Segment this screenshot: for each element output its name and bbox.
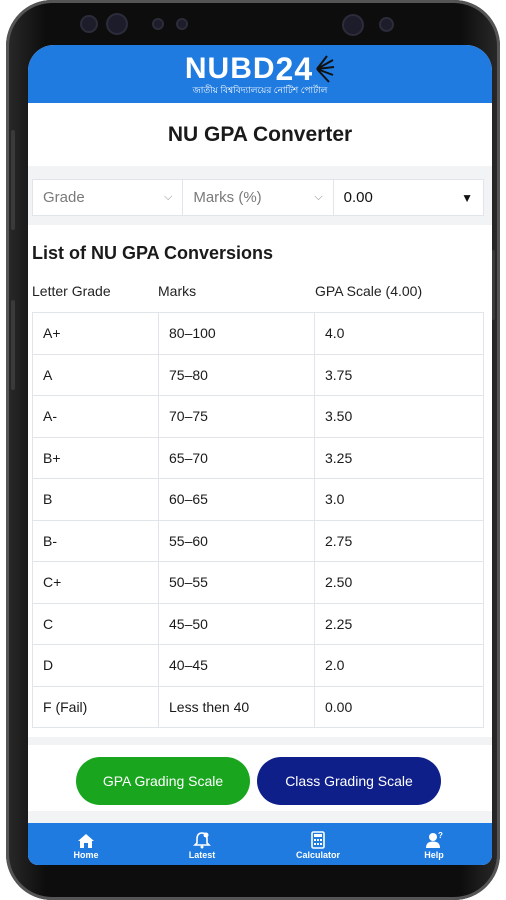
grade-select[interactable] <box>33 180 183 215</box>
nav-item-latest[interactable] <box>157 829 247 860</box>
cell-letter-grade: B- <box>33 520 159 562</box>
table-row <box>33 645 484 687</box>
cell-gpa: 3.75 <box>315 354 484 396</box>
table-row <box>33 686 484 728</box>
logo-number: 24 <box>275 50 314 87</box>
bottom-navigation <box>28 823 492 865</box>
conversion-list <box>28 225 492 737</box>
chevron-down-icon: ⌵ <box>314 191 323 203</box>
camera-bar <box>76 14 436 36</box>
calculator-icon <box>311 831 325 849</box>
cell-gpa: 4.0 <box>315 313 484 355</box>
cell-letter-grade: B <box>33 479 159 521</box>
list-title: List of NU GPA Conversions <box>32 243 274 263</box>
gpa-select-value: 0.00 <box>343 189 373 206</box>
cell-marks: 70–75 <box>159 396 315 438</box>
cell-marks: Less then 40 <box>159 686 315 728</box>
converter-selectors <box>32 179 484 216</box>
logo-tagline: জাতীয় বিশ্ববিদ্যালয়ের নোটিশ পোর্টাল <box>192 84 328 95</box>
gpa-select[interactable] <box>334 180 483 215</box>
cell-gpa: 3.0 <box>315 479 484 521</box>
cell-letter-grade: A <box>33 354 159 396</box>
cell-gpa: 2.25 <box>315 603 484 645</box>
burst-icon <box>315 54 335 84</box>
cell-letter-grade: B+ <box>33 437 159 479</box>
cell-letter-grade: A- <box>33 396 159 438</box>
sensor-icon <box>82 17 96 31</box>
grade-select-label: Grade <box>43 189 85 206</box>
logo-text: NUBD <box>184 51 276 85</box>
cell-letter-grade: A+ <box>33 313 159 355</box>
table-row <box>33 603 484 645</box>
sensor-dot-icon <box>154 20 162 28</box>
sensor-dot-icon <box>178 20 186 28</box>
cell-marks: 60–65 <box>159 479 315 521</box>
table-header <box>32 283 484 309</box>
svg-text:?: ? <box>438 830 443 840</box>
cell-gpa: 2.50 <box>315 562 484 604</box>
table-row <box>33 520 484 562</box>
cell-marks: 55–60 <box>159 520 315 562</box>
bell-icon <box>193 831 211 849</box>
cell-marks: 80–100 <box>159 313 315 355</box>
class-grading-scale-button[interactable]: Class Grading Scale <box>257 757 441 805</box>
title-area <box>28 103 492 166</box>
cell-marks: 40–45 <box>159 645 315 687</box>
page-title: NU GPA Converter <box>167 122 353 146</box>
help-icon <box>425 831 443 849</box>
nav-item-home[interactable] <box>41 829 131 860</box>
volume-button-lower <box>11 300 15 390</box>
cell-gpa: 3.50 <box>315 396 484 438</box>
cell-marks: 65–70 <box>159 437 315 479</box>
chevron-down-icon: ⌵ <box>163 191 173 203</box>
cell-marks: 45–50 <box>159 603 315 645</box>
table-row <box>33 354 484 396</box>
cell-marks: 50–55 <box>159 562 315 604</box>
volume-button <box>11 130 15 230</box>
column-header-grade: Letter Grade <box>32 283 111 299</box>
cell-letter-grade: F (Fail) <box>33 686 159 728</box>
nav-label: Help <box>424 849 444 860</box>
cell-marks: 75–80 <box>159 354 315 396</box>
cell-gpa: 2.0 <box>315 645 484 687</box>
column-header-gpa: GPA Scale (4.00) <box>315 283 423 299</box>
cell-letter-grade: C+ <box>33 562 159 604</box>
nav-label: Home <box>73 849 99 860</box>
cell-letter-grade: C <box>33 603 159 645</box>
nav-item-calculator[interactable] <box>273 829 363 860</box>
marks-select-label: Marks (%) <box>193 189 262 206</box>
nubd24-logo[interactable] <box>184 50 335 87</box>
nav-label: Latest <box>188 849 216 860</box>
app-header <box>28 45 492 103</box>
table-row <box>33 437 484 479</box>
table-row <box>33 313 484 355</box>
chevron-down-icon: ▼ <box>461 190 473 205</box>
gpa-grading-scale-button[interactable]: GPA Grading Scale <box>76 757 250 805</box>
camera-icon <box>108 15 126 33</box>
cell-letter-grade: D <box>33 645 159 687</box>
home-icon <box>77 833 95 849</box>
column-header-marks: Marks <box>158 283 197 299</box>
nav-label: Calculator <box>295 849 340 860</box>
app-screen <box>28 45 492 865</box>
front-camera-icon <box>344 16 362 34</box>
phone-frame <box>6 0 500 900</box>
cell-gpa: 0.00 <box>315 686 484 728</box>
table-row <box>33 562 484 604</box>
marks-select[interactable] <box>183 180 333 215</box>
table-row <box>33 479 484 521</box>
sensor-dot-icon <box>381 19 392 30</box>
button-area <box>28 745 492 811</box>
cell-gpa: 2.75 <box>315 520 484 562</box>
gpa-table <box>32 312 484 728</box>
table-row <box>33 396 484 438</box>
cell-gpa: 3.25 <box>315 437 484 479</box>
nav-item-help[interactable] <box>389 829 479 860</box>
